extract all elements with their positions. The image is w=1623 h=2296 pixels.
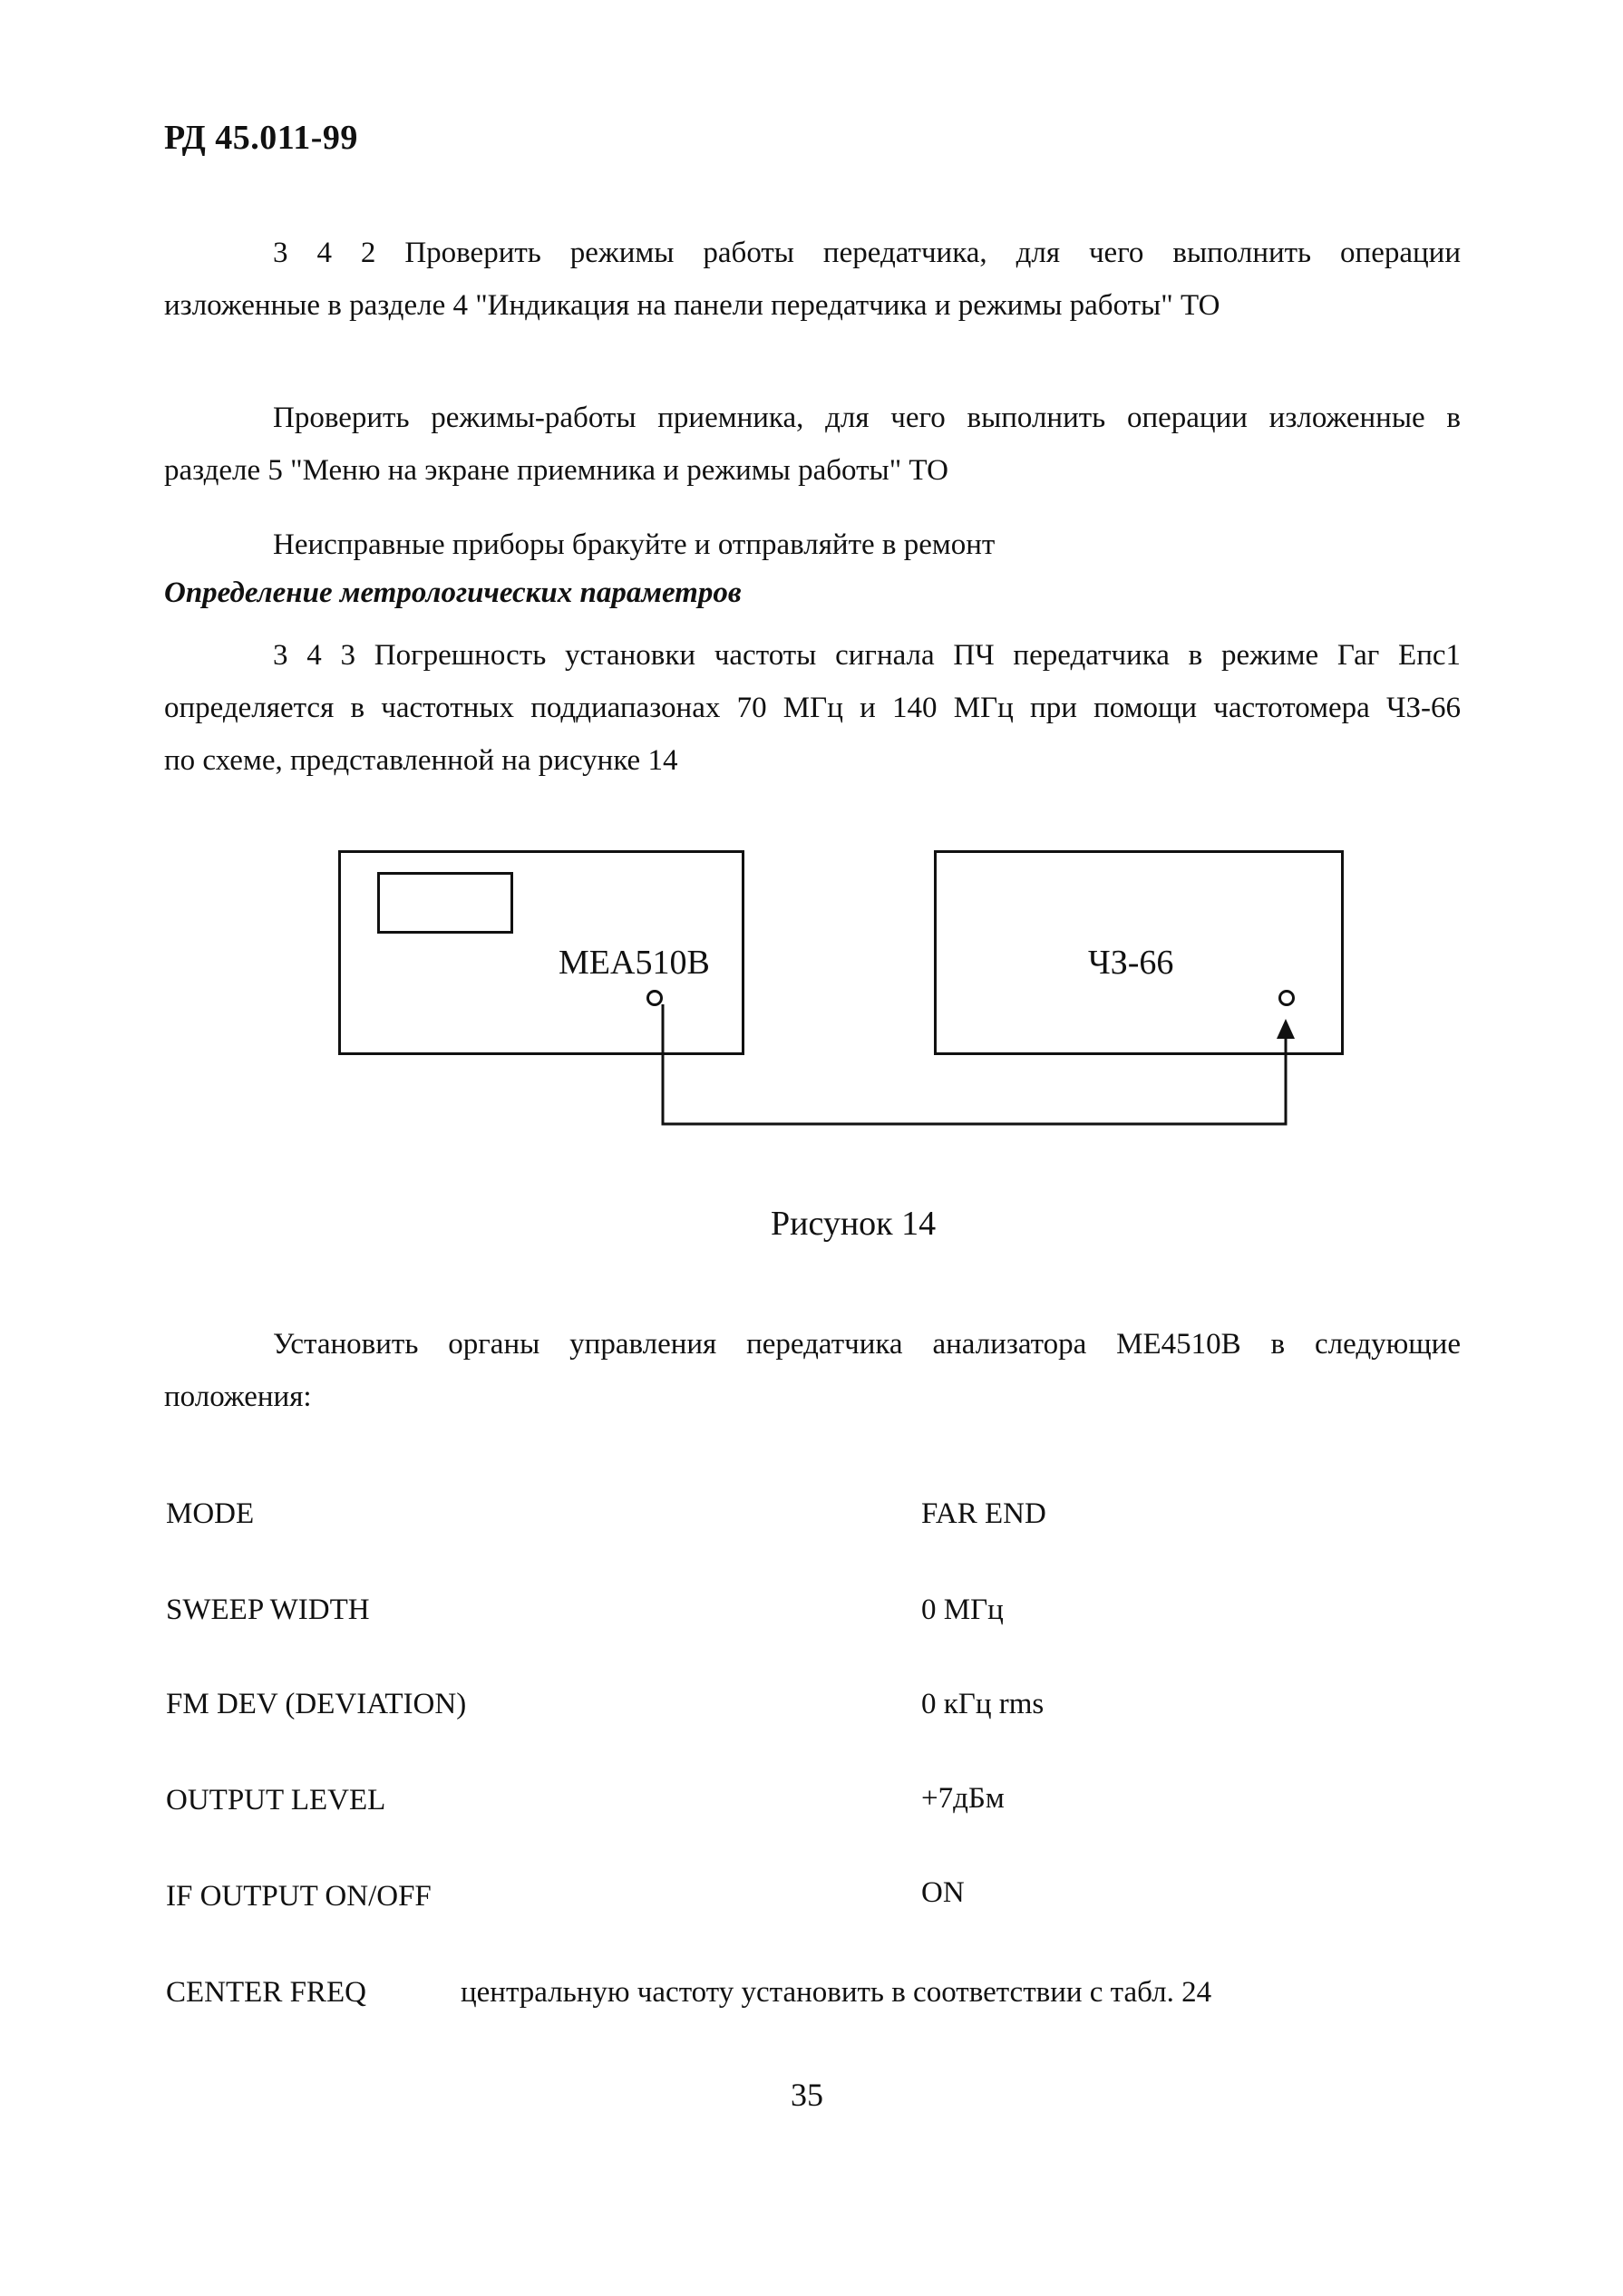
paragraph-3-4-3-line-3: по схеме, представленной на рисунке 14 bbox=[164, 744, 678, 777]
setting-name-mode: MODE bbox=[166, 1497, 255, 1530]
paragraph-receiver-line-1: Проверить режимы-работы приемника, для чего выполнить операции изложенные в bbox=[273, 402, 1461, 434]
connection-cable-line bbox=[663, 1004, 1286, 1124]
paragraph-3-4-3-line-2: определяется в частотных поддиапазонах 70 МГц и 140 МГц при помощи частотомера ЧЗ-66 bbox=[164, 692, 1461, 724]
paragraph-set-controls-line-1: Установить органы управления передатчика анализатора МЕ4510В в следующие bbox=[273, 1328, 1461, 1361]
page-number: 35 bbox=[791, 2077, 823, 2113]
device-label-ch3-66: ЧЗ-66 bbox=[1088, 944, 1174, 982]
setting-value-output-level: +7дБм bbox=[921, 1782, 1005, 1815]
section-title: Определение метрологических параметров bbox=[164, 576, 742, 609]
setting-note-center-freq: центральную частоту установить в соответствии с табл. 24 bbox=[461, 1976, 1212, 2009]
paragraph-3-4-2-line-1: 3 4 2 Проверить режимы работы передатчика, для чего выполнить операции bbox=[273, 237, 1461, 269]
setting-value-mode: FAR END bbox=[921, 1497, 1046, 1530]
paragraph-set-controls-line-2: положения: bbox=[164, 1381, 312, 1413]
setting-name-center-freq: CENTER FREQ bbox=[166, 1976, 366, 2009]
figure-caption: Рисунок 14 bbox=[771, 1205, 937, 1243]
setting-value-if-output: ON bbox=[921, 1876, 965, 1909]
paragraph-set-controls bbox=[164, 1318, 1461, 1423]
paragraph-3-4-3-line-1: 3 4 3 Погрешность установки частоты сигнала ПЧ передатчика в режиме Гаг Епс1 bbox=[273, 639, 1461, 672]
document-id: РД 45.011-99 bbox=[164, 119, 358, 157]
paragraph-receiver-line-2: разделе 5 "Меню на экране приемника и режимы работы" ТО bbox=[164, 454, 948, 487]
paragraph-faulty-devices: Неисправные приборы бракуйте и отправляйте в ремонт bbox=[273, 528, 996, 561]
arrow-head-icon bbox=[1277, 1019, 1295, 1039]
setting-name-fm-dev: FM DEV (DEVIATION) bbox=[166, 1688, 467, 1720]
setting-name-sweep-width: SWEEP WIDTH bbox=[166, 1594, 370, 1626]
setting-name-if-output: IF OUTPUT ON/OFF bbox=[166, 1880, 432, 1913]
setting-name-output-level: OUTPUT LEVEL bbox=[166, 1784, 386, 1816]
device-label-mea510b: МЕА510В bbox=[559, 944, 710, 982]
setting-value-fm-dev: 0 кГц rms bbox=[921, 1688, 1045, 1720]
setting-value-sweep-width: 0 МГц bbox=[921, 1594, 1004, 1626]
paragraph-3-4-2-line-2: изложенные в разделе 4 "Индикация на панели передатчика и режимы работы" ТО bbox=[164, 289, 1220, 322]
